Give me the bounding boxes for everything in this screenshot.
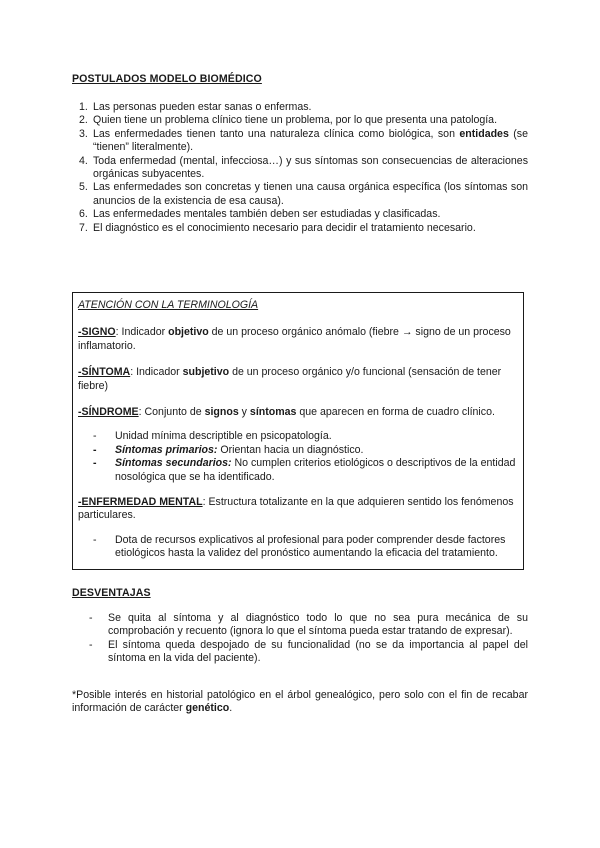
dash-marker: - bbox=[89, 638, 93, 651]
item-number: 6. bbox=[79, 208, 88, 221]
dash-marker: - bbox=[93, 443, 97, 456]
terminology-box bbox=[72, 292, 524, 570]
list-item: - El síntoma queda despojado de su funcionalidad (no se da importancia al papel del síntoma en la vida del paciente). bbox=[89, 638, 528, 665]
desventajas-list bbox=[72, 612, 528, 666]
list-item: - Síntomas secundarios: No cumplen criterios etiológicos o descriptivos de la entidad nosológica que se ha identificado. bbox=[93, 457, 516, 483]
item-number: 4. bbox=[79, 154, 88, 167]
list-item: 4. Toda enfermedad (mental, infecciosa…) y sus síntomas son consecuencias de alteraciones orgánicas subyacentes. bbox=[79, 154, 528, 181]
document-page bbox=[72, 0, 528, 848]
definition-sintoma: -SÍNTOMA: Indicador subjetivo de un proceso orgánico y/o funcional (sensación de tener fiebre) bbox=[78, 366, 502, 392]
list-item: - Dota de recursos explicativos al profesional para poder comprender desde factores etiológicos hasta la validez del pronóstico aumentando la eficacia del tratamiento. bbox=[93, 533, 506, 560]
item-number: 1. bbox=[79, 101, 88, 113]
definition-enfermedad-mental: -ENFERMEDAD MENTAL: Estructura totalizante en la que adquieren sentido los fenómenos particulares. bbox=[78, 496, 514, 522]
enfermedad-list bbox=[78, 534, 517, 561]
list-item: 6. Las enfermedades mentales también deben ser estudiadas y clasificadas. bbox=[79, 208, 441, 221]
page-title: POSTULADOS MODELO BIOMÉDICO bbox=[72, 73, 262, 85]
list-item: 5. Las enfermedades son concretas y tienen una causa orgánica específica (los síntomas son anuncios de la existencia de esa causa). bbox=[79, 181, 528, 207]
desventajas-heading: DESVENTAJAS bbox=[72, 587, 151, 599]
list-item: 7. El diagnóstico es el conocimiento necesario para decidir el tratamiento necesario. bbox=[79, 221, 476, 234]
list-item: - Se quita al síntoma y al diagnóstico todo lo que no sea pura mecánica de su comprobación y recuento (ignora lo que el síntoma pueda estar tratando de expresar). bbox=[89, 612, 528, 638]
list-item: - Síntomas primarios: Orientan hacia un diagnóstico. bbox=[93, 443, 364, 456]
dash-marker: - bbox=[93, 533, 97, 546]
list-item: 3. Las enfermedades tienen tanto una naturaleza clínica como biológica, son entidades (se “tienen” literalmente). bbox=[79, 127, 528, 154]
list-item: 1. Las personas pueden estar sanas o enfermas. bbox=[79, 101, 312, 113]
dash-marker: - bbox=[89, 612, 93, 624]
definition-signo: -SIGNO: Indicador objetivo de un proceso orgánico anómalo (fiebre → signo de un proceso inflamatorio. bbox=[78, 326, 511, 352]
sindrome-list bbox=[78, 430, 517, 484]
item-number: 2. bbox=[79, 114, 88, 127]
dash-marker: - bbox=[93, 430, 97, 443]
item-number: 5. bbox=[79, 181, 88, 194]
item-number: 7. bbox=[79, 221, 88, 234]
terminology-heading: ATENCIÓN CON LA TERMINOLOGÍA bbox=[78, 299, 259, 311]
definition-sindrome: -SÍNDROME: Conjunto de signos y síntomas que aparecen en forma de cuadro clínico. bbox=[78, 406, 495, 419]
list-item: - Unidad mínima descriptible en psicopatología. bbox=[93, 430, 332, 443]
footnote: *Posible interés en historial patológico en el árbol genealógico, pero solo con el fin de recabar información de carácter genético. bbox=[72, 689, 528, 715]
dash-marker: - bbox=[93, 457, 97, 470]
item-number: 3. bbox=[79, 127, 88, 140]
list-item: 2. Quien tiene un problema clínico tiene un problema, por lo que presenta una patología. bbox=[79, 114, 498, 127]
postulados-list bbox=[72, 101, 528, 235]
